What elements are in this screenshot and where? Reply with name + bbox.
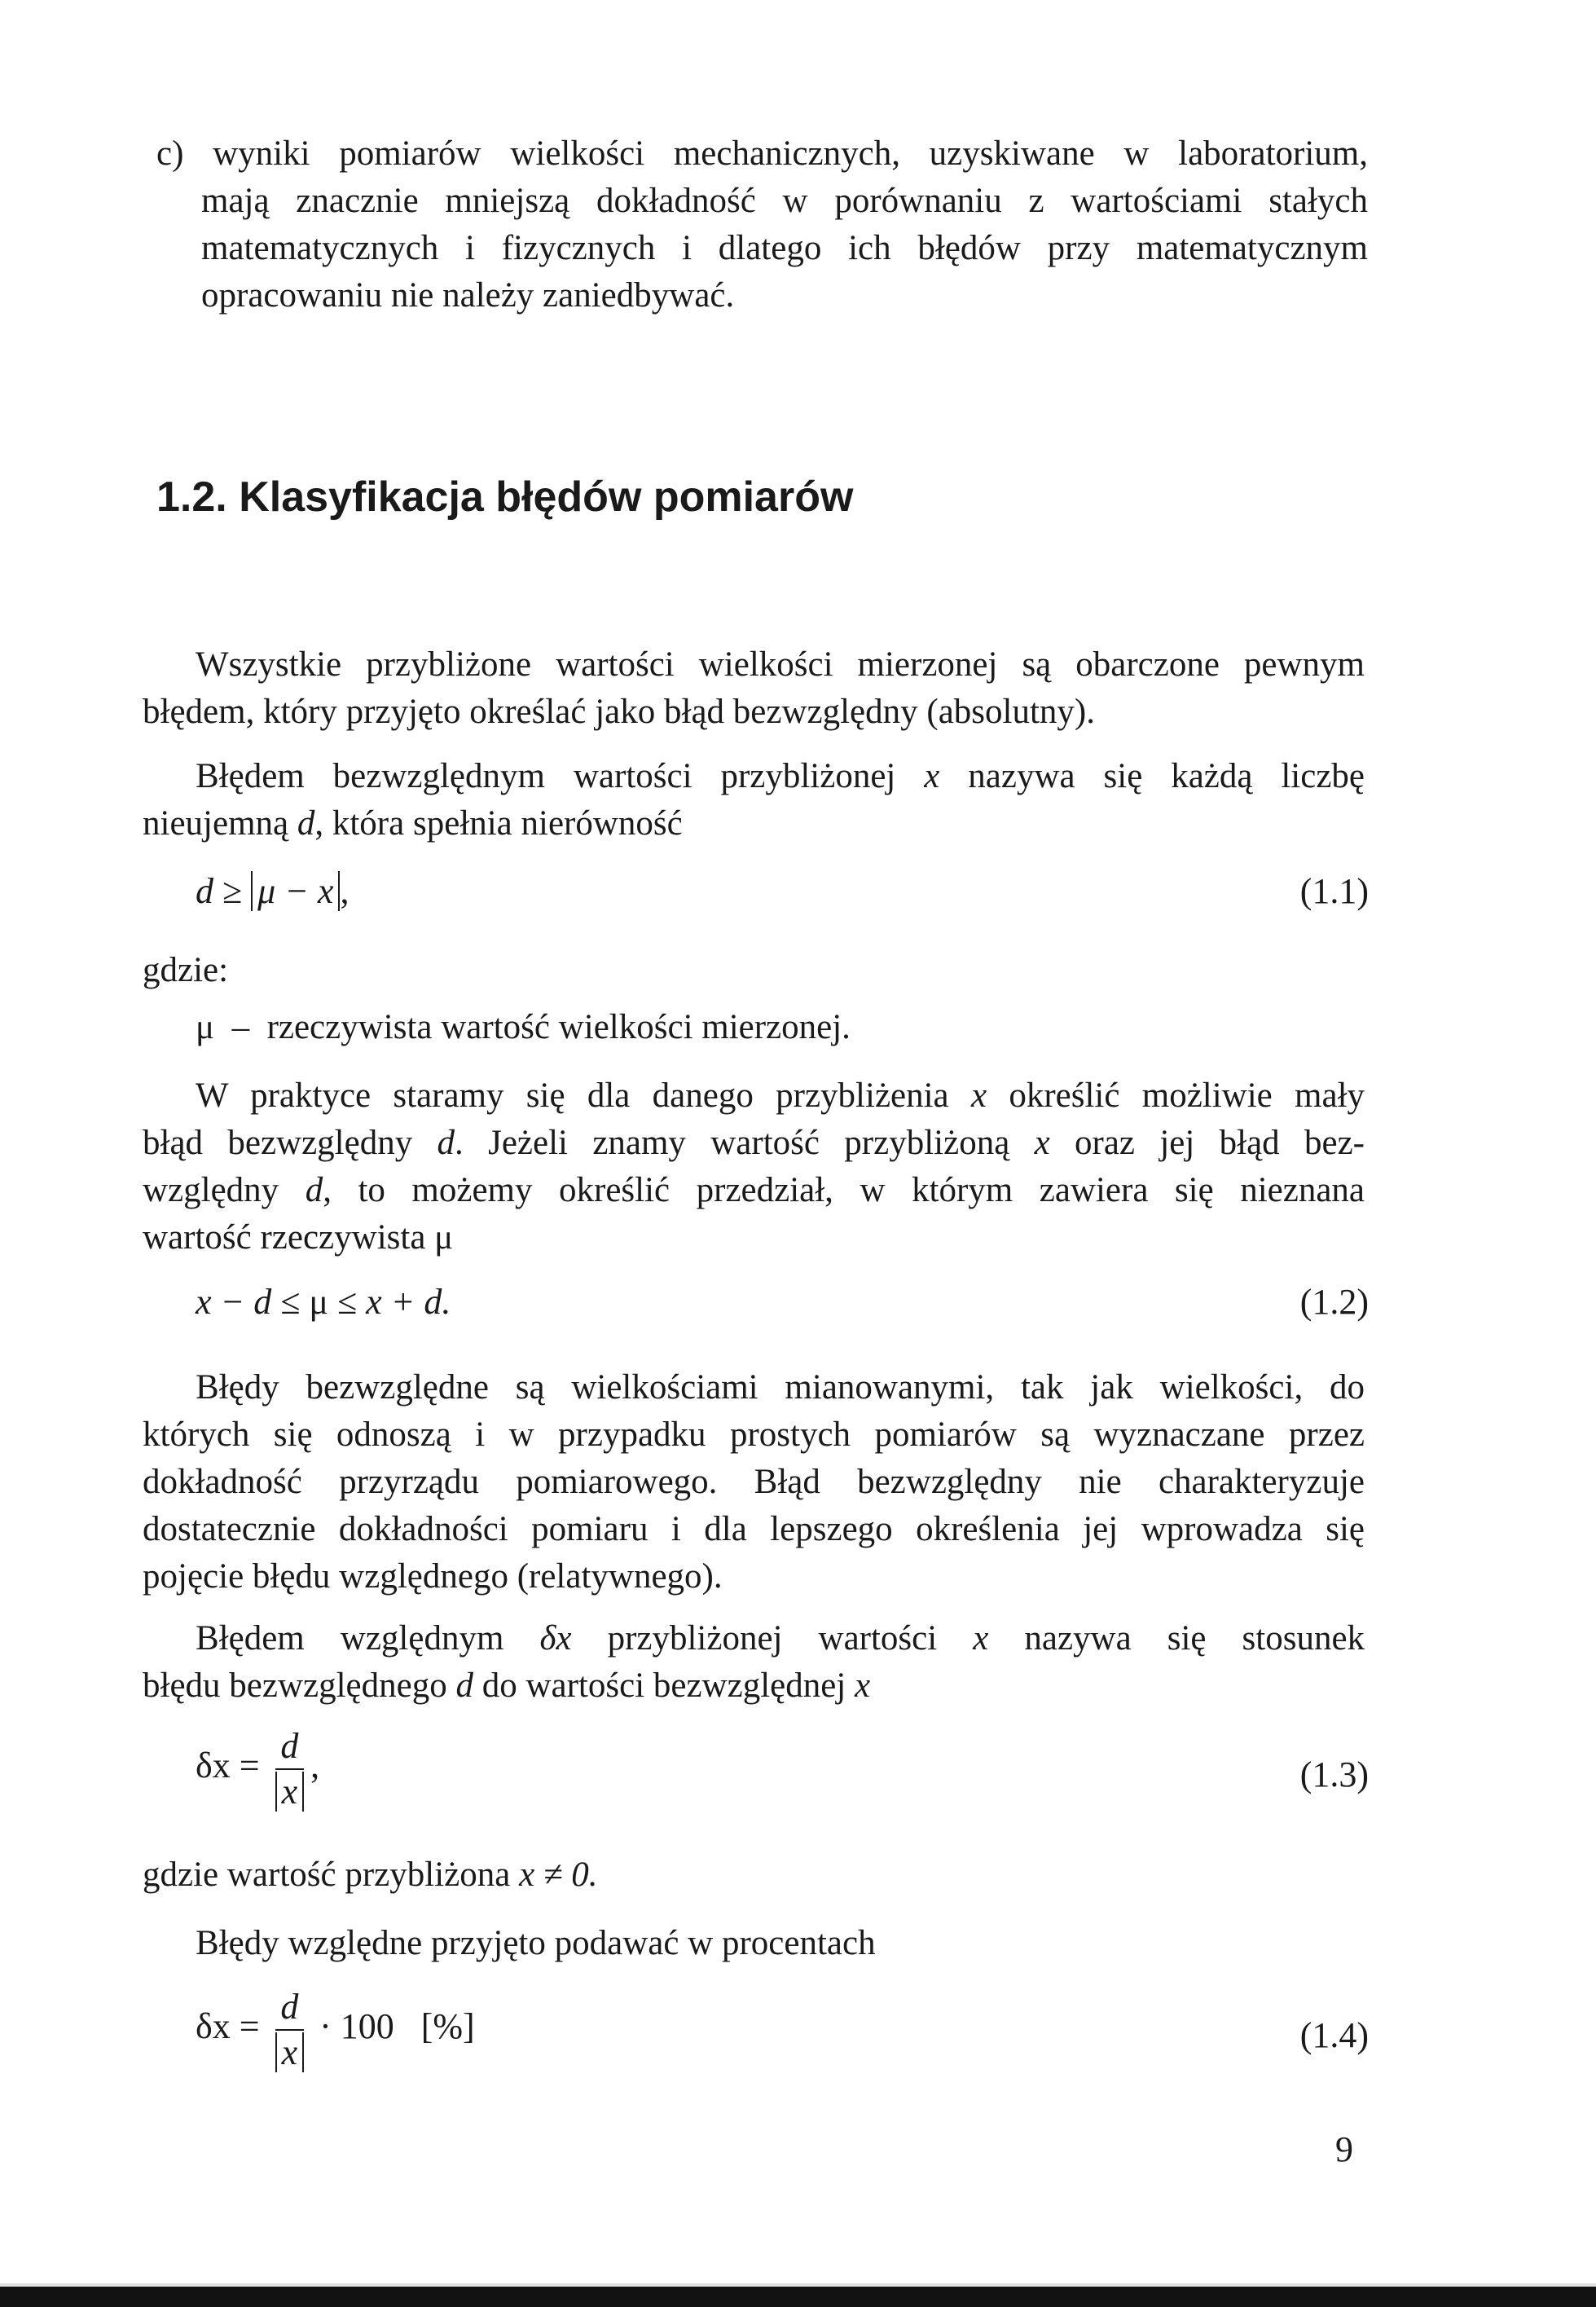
- text-line: nieujemną d, która spełnia nierówność: [143, 804, 683, 843]
- text-line: c) wyniki pomiarów wielkości mechanicznych, uzyskiwane w laboratorium,: [156, 134, 1368, 173]
- scan-border: [0, 2287, 1596, 2307]
- fraction: $\frac{d}{x}$: [275, 1985, 305, 2075]
- list-item-c: [156, 130, 1368, 319]
- text-line: Błędem względnym δx przybliżonej wartości x nazywa się stosunek: [196, 1619, 1365, 1658]
- equation-1-1: d ≥ μ − x , (1.1): [196, 871, 1369, 911]
- equation-number: (1.1): [1299, 871, 1369, 911]
- equation-1-4: δx = $\frac{d}{x}$ · 100 [%] (1.4): [196, 1985, 1369, 2083]
- condition-line: gdzie wartość przybliżona x ≠ 0.: [143, 1856, 598, 1894]
- text-line: Błędy bezwzględne są wielkościami mianowanymi, tak jak wielkości, do: [196, 1368, 1365, 1407]
- paragraph-2: [143, 753, 1365, 848]
- gdzie-label: gdzie:: [143, 951, 229, 989]
- absolute-value: μ − x: [251, 871, 340, 911]
- text-line: dokładność przyrządu pomiarowego. Błąd bezwzględny nie charakteryzuje: [143, 1463, 1365, 1501]
- text-line: błędu bezwzględnego d do wartości bezwzględnej x: [143, 1666, 871, 1705]
- page-number: 9: [1335, 2129, 1353, 2169]
- text-line: W praktyce staramy się dla danego przybliżenia x określić możliwie mały: [196, 1076, 1365, 1115]
- text-line: mają znacznie mniejszą dokładność w porównaniu z wartościami stałych: [201, 182, 1368, 220]
- paragraph-4: [143, 1364, 1365, 1600]
- text-line: których się odnoszą i w przypadku prostych pomiarów są wyznaczane przez: [143, 1415, 1365, 1454]
- equation-1-3: δx = $\frac{d}{x}$ , (1.3): [196, 1724, 1369, 1822]
- fraction: $\frac{d}{x}$: [275, 1724, 305, 1814]
- section-title: Klasyfikacja błędów pomiarów: [239, 473, 854, 521]
- text-line: Wszystkie przybliżone wartości wielkości mierzonej są obarczone pewnym: [196, 645, 1365, 684]
- section-number: 1.2.: [156, 473, 227, 521]
- equation-number: (1.4): [1299, 2015, 1369, 2055]
- text-line: pojęcie błędu względnego (relatywnego).: [143, 1557, 723, 1596]
- section-heading: [156, 470, 853, 524]
- text-line: matematycznych i fizycznych i dlatego ich błędów przy matematycznym: [201, 229, 1368, 267]
- text-line: wartość rzeczywista μ: [143, 1218, 454, 1257]
- symbol-definition: μ – rzeczywista wartość wielkości mierzonej.: [196, 1008, 851, 1046]
- paragraph-6: Błędy względne przyjęto podawać w procentach: [196, 1924, 876, 1962]
- paragraph-1: [143, 641, 1365, 736]
- equation-number: (1.3): [1299, 1754, 1369, 1794]
- paragraph-3: [143, 1072, 1365, 1261]
- paragraph-5: [143, 1615, 1365, 1710]
- text-line: Błędem bezwzględnym wartości przybliżonej x nazywa się każdą liczbę: [196, 757, 1365, 795]
- text-line: względny d, to możemy określić przedział, w którym zawiera się nieznana: [143, 1171, 1365, 1209]
- text-line: błędem, który przyjęto określać jako błąd bezwzględny (absolutny).: [143, 693, 1095, 731]
- text-line: dostatecznie dokładności pomiaru i dla lepszego określenia jej wprowadza się: [143, 1510, 1365, 1548]
- equation-1-2: x − d ≤ μ ≤ x + d. (1.2): [196, 1282, 1369, 1322]
- text-line: błąd bezwzględny d. Jeżeli znamy wartość przybliżoną x oraz jej błąd bez-: [143, 1124, 1365, 1162]
- text-line: opracowaniu nie należy zaniedbywać.: [201, 276, 735, 315]
- equation-number: (1.2): [1299, 1282, 1369, 1322]
